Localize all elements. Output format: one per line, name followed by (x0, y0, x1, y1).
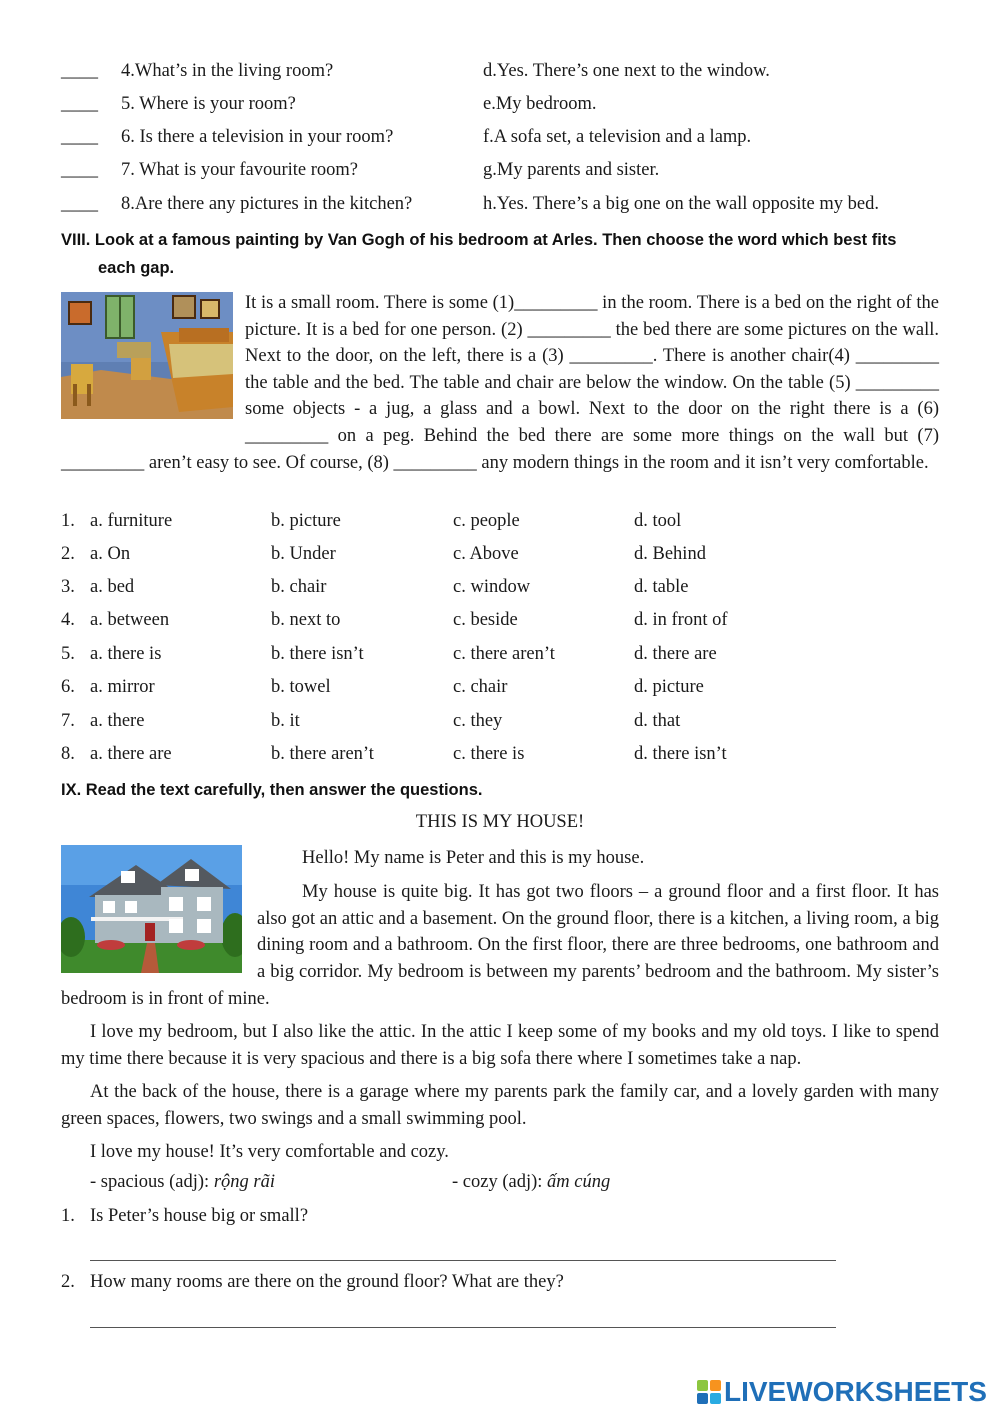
option-a[interactable]: a. there is (90, 644, 162, 664)
option-c[interactable]: c. beside (453, 610, 518, 630)
reading-paragraph: Hello! My name is Peter and this is my house. (302, 848, 645, 868)
vocab-term: - cozy (adj): (452, 1172, 548, 1192)
vocab-meaning: rộng rãi (213, 1172, 275, 1192)
option-a[interactable]: a. mirror (90, 677, 155, 697)
matching-answer: g.My parents and sister. (483, 160, 660, 180)
answer-blank[interactable]: ____ (61, 160, 98, 180)
option-d[interactable]: d. picture (634, 677, 704, 697)
matching-answer: f.A sofa set, a television and a lamp. (483, 127, 752, 147)
section-9-heading: IX. Read the text carefully, then answer the questions. (61, 781, 483, 799)
matching-answer: e.My bedroom. (483, 94, 597, 114)
option-number: 8. (61, 744, 75, 764)
option-d[interactable]: d. table (634, 577, 689, 597)
answer-blank[interactable]: ____ (61, 127, 98, 147)
matching-question: 8.Are there any pictures in the kitchen? (121, 194, 413, 214)
option-a[interactable]: a. between (90, 610, 170, 630)
option-b[interactable]: b. it (271, 711, 300, 731)
option-number: 2. (61, 544, 75, 564)
option-row (61, 744, 941, 774)
option-row (61, 511, 941, 541)
option-row (61, 577, 941, 607)
vocab-term: - spacious (adj): (90, 1172, 214, 1192)
question-text: Is Peter’s house big or small? (90, 1206, 309, 1226)
option-row (61, 544, 941, 574)
option-d[interactable]: d. that (634, 711, 681, 731)
question-text: How many rooms are there on the ground floor? What are they? (90, 1272, 564, 1292)
reading-paragraph: I love my house! It’s very comfortable and cozy. (90, 1142, 449, 1162)
option-b[interactable]: b. chair (271, 577, 327, 597)
option-number: 1. (61, 511, 75, 531)
option-a[interactable]: a. On (90, 544, 131, 564)
option-d[interactable]: d. there isn’t (634, 744, 727, 764)
reading-title: THIS IS MY HOUSE! (415, 812, 585, 832)
option-row (61, 610, 941, 640)
answer-line[interactable] (90, 1327, 836, 1328)
option-d[interactable]: d. there are (634, 644, 717, 664)
matching-row (61, 94, 941, 124)
reading-paragraph: My house is quite big. It has got two floors – a ground floor and a first floor. It has also got an attic and a basement. On the ground floor, there is a kitchen, a living room, a big dining room and a bathroom. On the first floor, there are three bedrooms, one bathroom and a big corridor. My bedroom is between my parents’ bedroom and the bathroom. My sister’s bedroom is in front of mine. (61, 881, 939, 1009)
matching-answer: d.Yes. There’s one next to the window. (483, 61, 770, 81)
matching-row (61, 160, 941, 190)
option-b[interactable]: b. next to (271, 610, 341, 630)
matching-question: 4.What’s in the living room? (121, 61, 334, 81)
option-a[interactable]: a. bed (90, 577, 135, 597)
liveworksheets-logo-icon (697, 1380, 721, 1404)
option-c[interactable]: c. they (453, 711, 503, 731)
option-a[interactable]: a. furniture (90, 511, 173, 531)
van-gogh-bedroom-painting-image (61, 292, 233, 419)
question-number: 2. (61, 1272, 75, 1292)
option-c[interactable]: c. there is (453, 744, 525, 764)
option-number: 4. (61, 610, 75, 630)
option-number: 6. (61, 677, 75, 697)
matching-question: 5. Where is your room? (121, 94, 296, 114)
option-number: 7. (61, 711, 75, 731)
matching-question: 6. Is there a television in your room? (121, 127, 394, 147)
option-b[interactable]: b. picture (271, 511, 341, 531)
option-c[interactable]: c. chair (453, 677, 508, 697)
option-c[interactable]: c. people (453, 511, 520, 531)
logo-text: LIVEWORKSHEETS (724, 1376, 987, 1407)
option-b[interactable]: b. towel (271, 677, 331, 697)
house-photo-image (61, 845, 242, 973)
matching-question: 7. What is your favourite room? (121, 160, 359, 180)
option-row (61, 677, 941, 707)
option-c[interactable]: c. Above (453, 544, 519, 564)
option-row (61, 711, 941, 741)
matching-row (61, 194, 941, 224)
answer-blank[interactable]: ____ (61, 194, 98, 214)
matching-row (61, 61, 941, 91)
reading-paragraph: At the back of the house, there is a garage where my parents park the family car, and a lovely garden with many green spaces, flowers, two swings and a small swimming pool. (61, 1082, 939, 1129)
option-b[interactable]: b. Under (271, 544, 336, 564)
reading-passage (61, 845, 939, 1013)
option-d[interactable]: d. in front of (634, 610, 728, 630)
option-a[interactable]: a. there are (90, 744, 172, 764)
matching-answer: h.Yes. There’s a big one on the wall opposite my bed. (483, 194, 879, 214)
option-number: 5. (61, 644, 75, 664)
option-row (61, 644, 941, 674)
question-number: 1. (61, 1206, 75, 1226)
vocab-spacious (90, 1172, 275, 1193)
section-8-heading-line1: VIII. Look at a famous painting by Van Gogh of his bedroom at Arles. Then choose the word which best fits (61, 231, 897, 249)
option-d[interactable]: d. Behind (634, 544, 706, 564)
section-8-passage (61, 290, 939, 476)
vocab-meaning: ấm cúng (547, 1172, 611, 1192)
option-b[interactable]: b. there isn’t (271, 644, 364, 664)
answer-line[interactable] (90, 1260, 836, 1261)
vocab-cozy (452, 1172, 610, 1193)
option-d[interactable]: d. tool (634, 511, 682, 531)
passage-text: It is a small room. There is some (1)_________ in the room. There is a bed on the right of the picture. It is a bed for one person. (2) _________ the bed there are some pictures on the wall. Next to the door, on the left, there is a (3) _________. There is another chair(4) _________ the table and the bed. The table and chair are below the window. On the table (5) _________ some objects - a jug, a glass and a bowl. Next to the door on the right there is a (6) _________ on a peg. Behind the bed there are some more things on the wall but (7) _________ aren’t easy to see. Of course, (8) _________ any modern things in the room and it isn’t very comfortable. (61, 293, 939, 473)
option-c[interactable]: c. window (453, 577, 531, 597)
liveworksheets-logo (697, 1374, 987, 1410)
option-b[interactable]: b. there aren’t (271, 744, 374, 764)
option-number: 3. (61, 577, 75, 597)
option-c[interactable]: c. there aren’t (453, 644, 555, 664)
option-a[interactable]: a. there (90, 711, 145, 731)
section-8-heading (61, 226, 941, 282)
section-8-heading-line2: each gap. (98, 259, 175, 277)
matching-row (61, 127, 941, 157)
reading-paragraph: I love my bedroom, but I also like the attic. In the attic I keep some of my books and my old toys. I like to spend my time there because it is very spacious and there is a big sofa there where I sometimes take a nap. (61, 1022, 939, 1069)
answer-blank[interactable]: ____ (61, 94, 98, 114)
answer-blank[interactable]: ____ (61, 61, 98, 81)
